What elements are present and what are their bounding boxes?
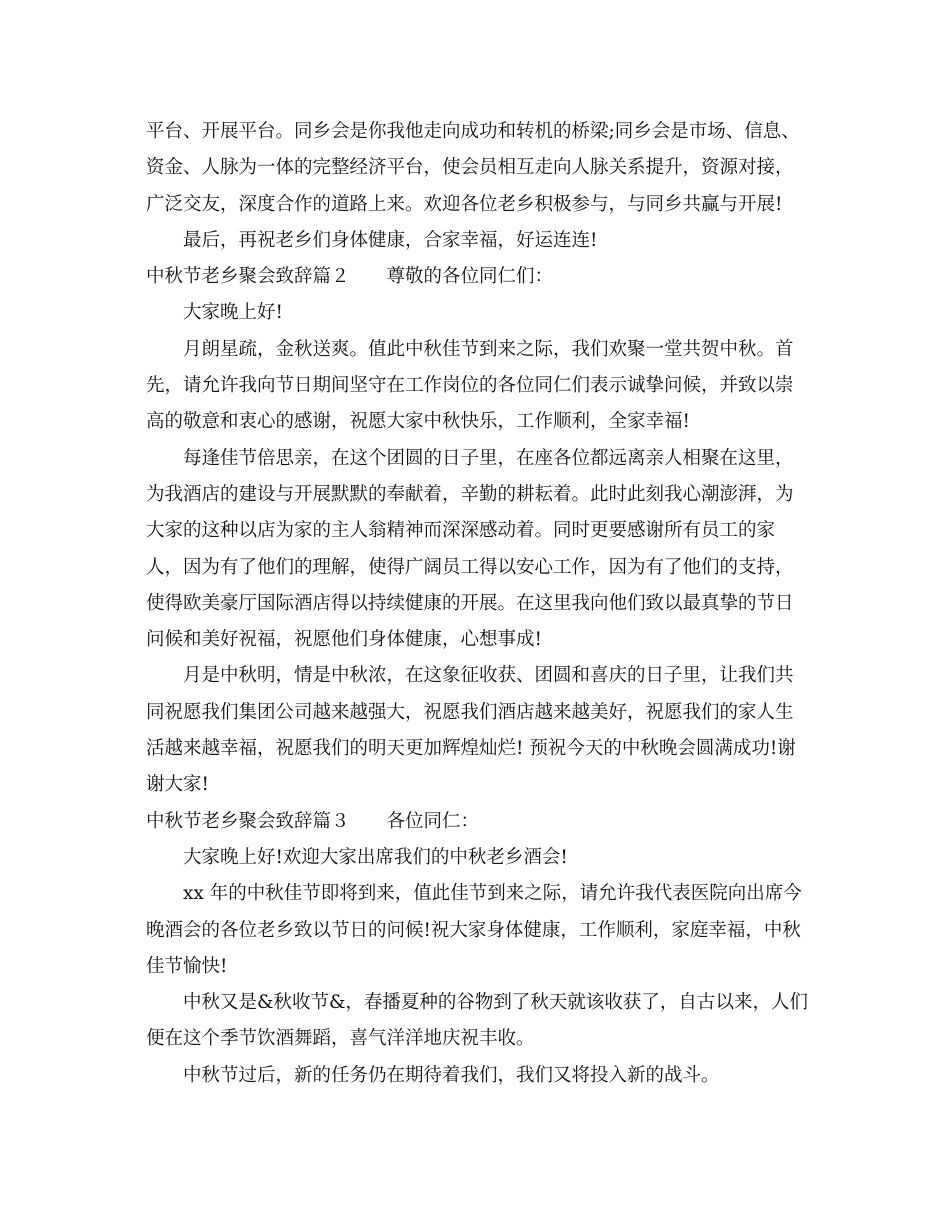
paragraph-line: 平台、开展平台。同乡会是你我他走向成功和转机的桥梁;同乡会是市场、信息、	[146, 121, 800, 142]
paragraph-line: 同祝愿我们集团公司越来越强大，祝愿我们酒店越来越美好，祝愿我们的家人生	[146, 701, 794, 723]
paragraph-line: 月是中秋明，情是中秋浓，在这象征收获、团圆和喜庆的日子里，让我们共	[183, 665, 794, 687]
paragraph-line: 高的敬意和衷心的感谢，祝愿大家中秋快乐，工作顺利，全家幸福!	[146, 411, 690, 433]
document-page	[146, 114, 811, 1094]
paragraph-line: 月朗星疏，金秋送爽。值此中秋佳节到来之际，我们欢聚一堂共贺中秋。首	[183, 338, 794, 360]
paragraph-line: 资金、人脉为一体的完整经济平台，使会员相互走向人脉关系提升，资源对接，	[146, 157, 794, 179]
paragraph-line: 大家晚上好!欢迎大家出席我们的中秋老乡酒会!	[183, 846, 568, 868]
section-heading-2	[146, 259, 811, 295]
paragraph-line: 便在这个季节饮酒舞蹈，喜气洋洋地庆祝丰收。	[146, 1028, 535, 1050]
paragraph-line: 晚酒会的各位老乡致以节日的问候!祝大家身体健康，工作顺利，家庭幸福，中秋	[146, 919, 801, 941]
section-title: 中秋节老乡聚会致辞篇３	[146, 810, 350, 832]
paragraph-line: 为我酒店的建设与开展默默的奉献着，辛勤的耕耘着。此时此刻我心潮澎湃，为	[146, 483, 794, 505]
paragraph-line: 使得欧美豪厅国际酒店得以持续健康的开展。在这里我向他们致以最真挚的节日	[146, 592, 794, 614]
paragraph-line: 中秋又是&秋收节&，春播夏种的谷物到了秋天就该收获了，自古以来，人们	[183, 992, 808, 1014]
paragraph-line: 最后，再祝老乡们身体健康，合家幸福，好运连连!	[183, 229, 598, 251]
paragraph-line: 谢大家!	[146, 774, 209, 796]
paragraph-line: 先，请允许我向节日期间坚守在工作岗位的各位同仁们表示诚挚问候，并致以崇	[146, 375, 794, 397]
paragraph-line: 广泛交友，深度合作的道路上来。欢迎各位老乡积极参与，与同乡共赢与开展!	[146, 193, 783, 215]
paragraph-line: 大家晚上好!	[183, 302, 283, 324]
section-heading-3	[146, 804, 811, 840]
paragraph-line: 活越来越幸福，祝愿我们的明天更加辉煌灿烂! 预祝今天的中秋晚会圆满成功!谢	[146, 738, 796, 760]
paragraph-line: 人，因为有了他们的理解，使得广阔员工得以安心工作，因为有了他们的支持，	[146, 556, 794, 578]
paragraph-line: 每逢佳节倍思亲，在这个团圆的日子里，在座各位都远离亲人相聚在这里，	[183, 447, 794, 469]
section-title: 中秋节老乡聚会致辞篇２	[146, 266, 350, 288]
paragraph-line: 佳节愉快!	[146, 955, 228, 977]
salutation: 尊敬的各位同仁们：	[386, 266, 554, 288]
salutation: 各位同仁：	[386, 810, 480, 832]
paragraph-line: 大家的这种以店为家的主人翁精神而深深感动着。同时更要感谢所有员工的家	[146, 520, 776, 542]
paragraph-line: 中秋节过后，新的任务仍在期待着我们，我们又将投入新的战斗。	[183, 1064, 720, 1086]
paragraph-line: xx 年的中秋佳节即将到来，值此佳节到来之际，请允许我代表医院向出席今	[183, 883, 802, 905]
paragraph-line: 问候和美好祝福，祝愿他们身体健康，心想事成!	[146, 629, 542, 651]
